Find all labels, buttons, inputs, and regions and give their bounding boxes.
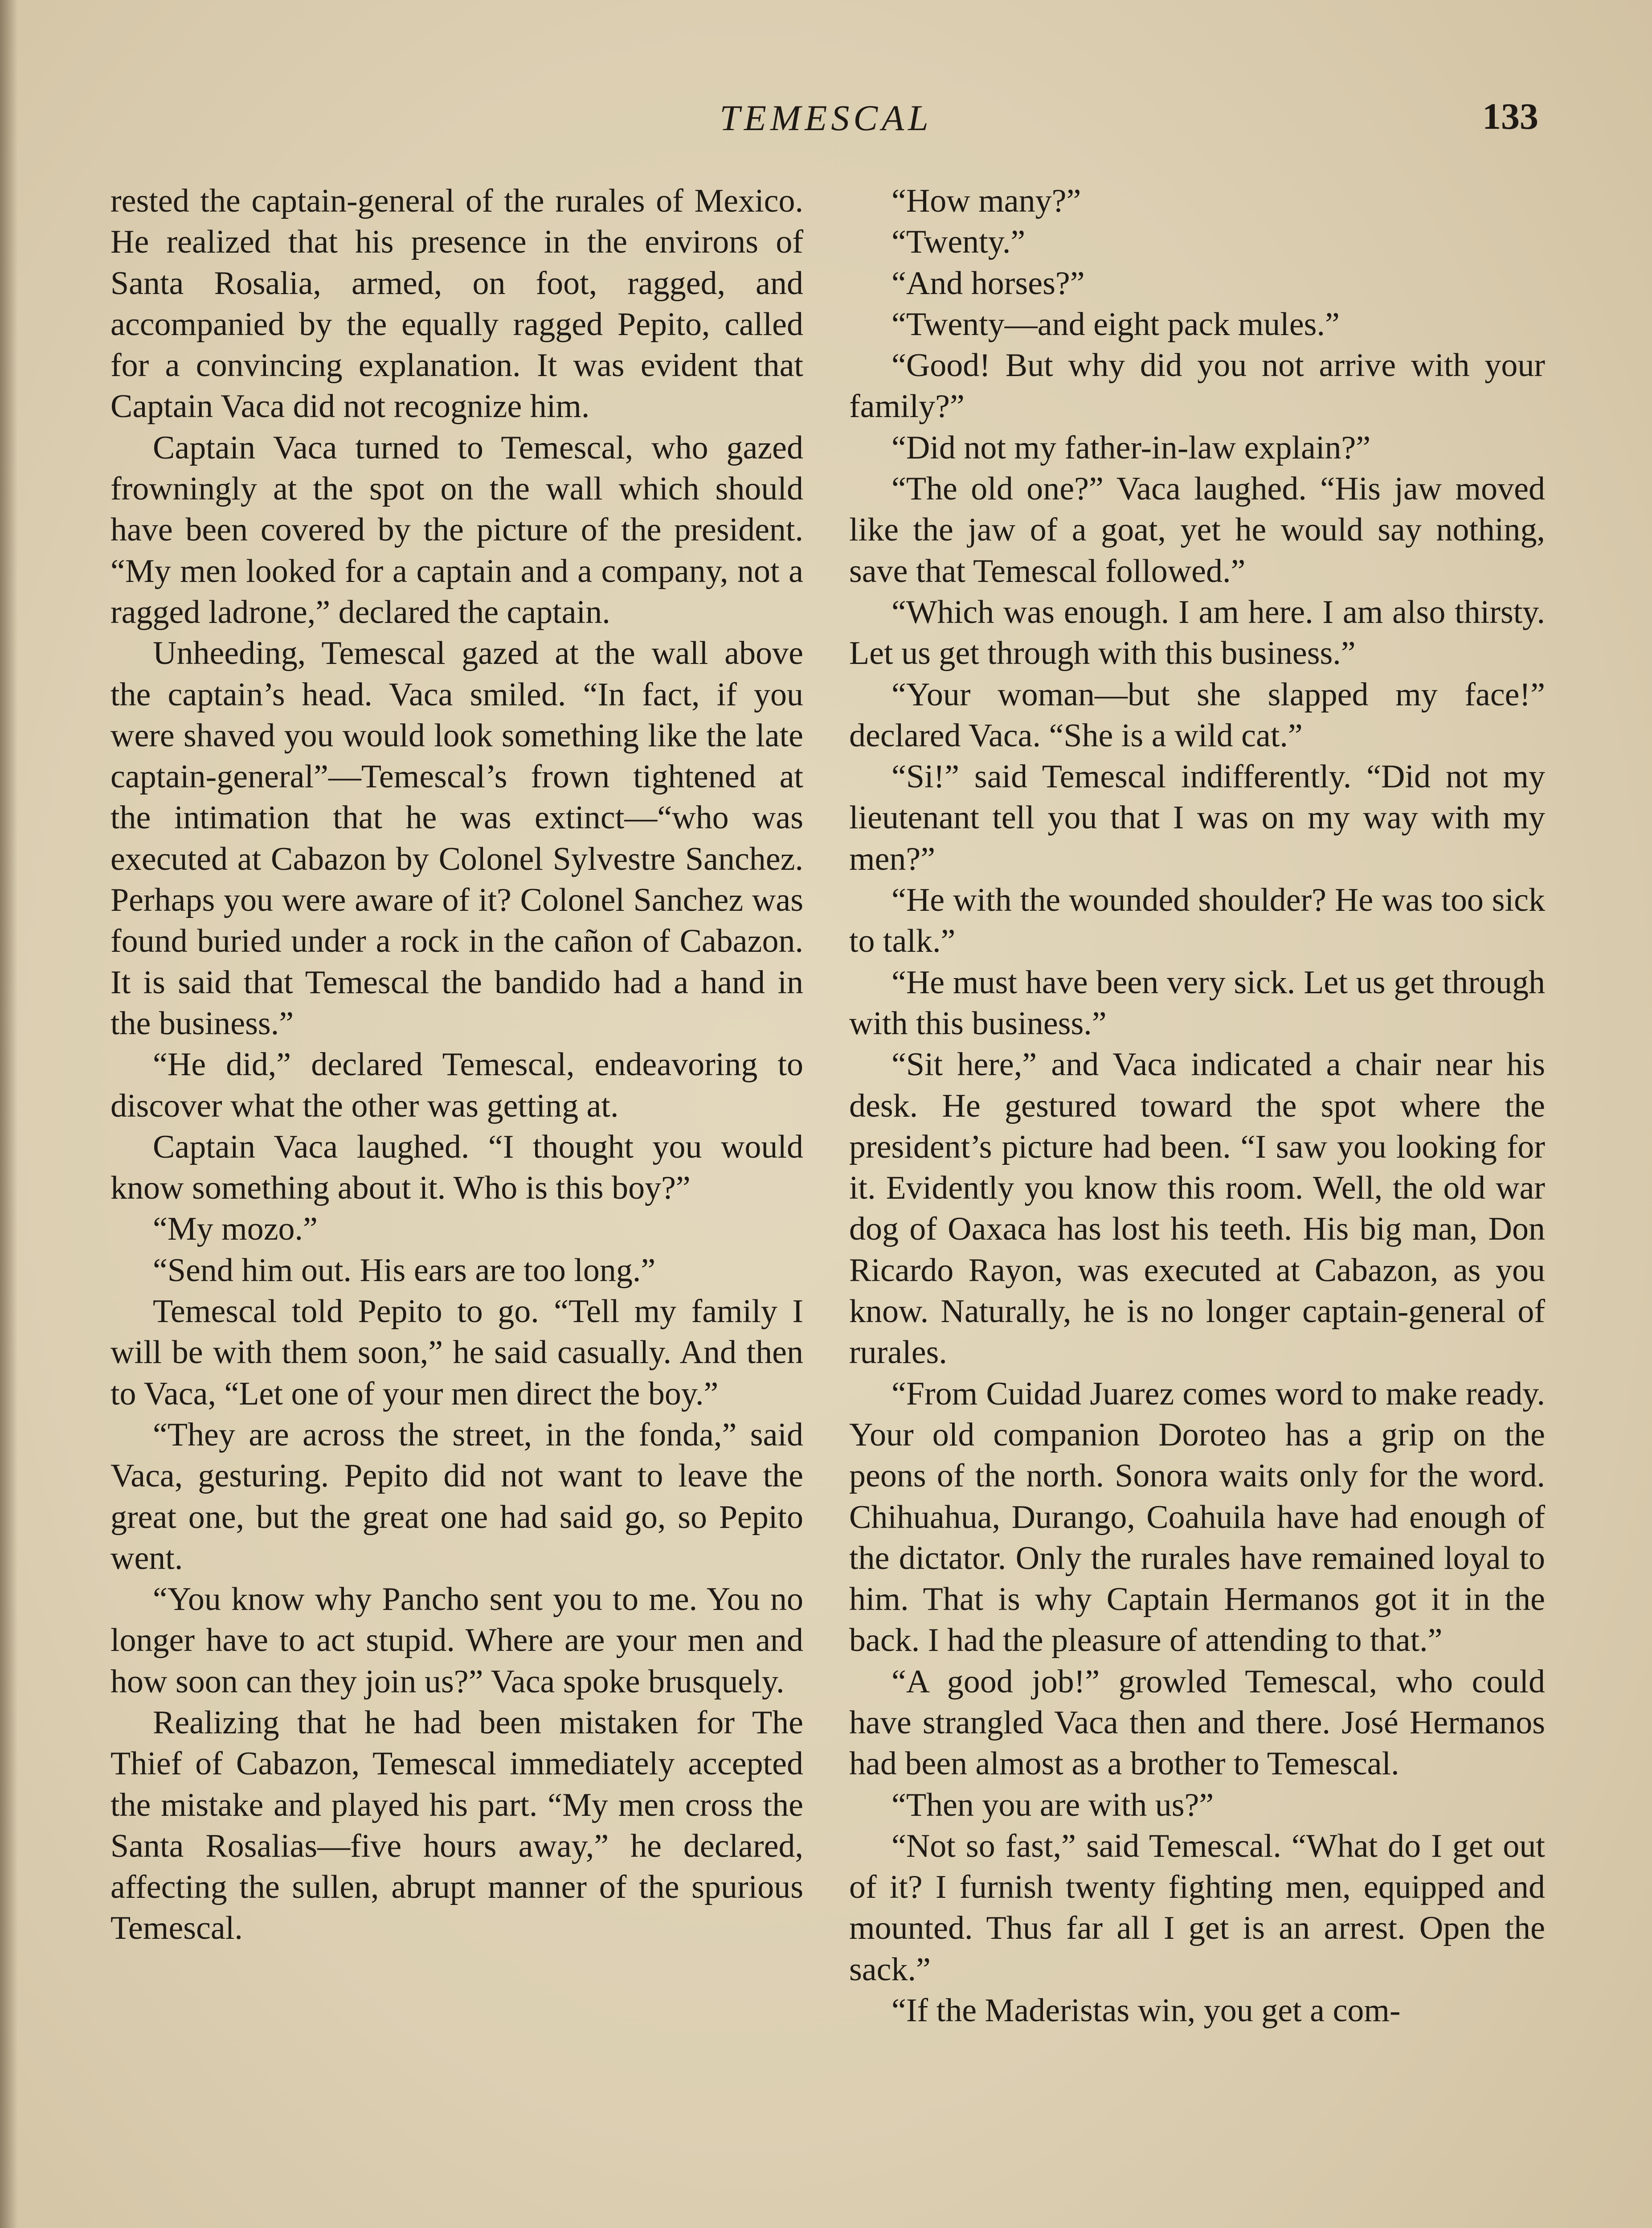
paragraph: “Did not my father-in-law explain?” [891, 429, 1371, 466]
paragraph: “Send him out. His ears are too long.” [153, 1252, 656, 1289]
paragraph: “Twenty—and eight pack mules.” [891, 306, 1340, 343]
paragraph: “From Cuidad Juarez comes word to make ready. Your old companion Doroteo has a grip on the peons of the north. Sonora waits only for the word. Chihuahua, Durango, Coahuila have had enough of the dictator. Only the rurales have remained loyal to him. That is why Captain Hermanos got it in the back. I had the pleasure of attending to that.” [849, 1375, 1545, 1659]
paragraph: “My mozo.” [153, 1211, 318, 1248]
page-edge-shadow [0, 0, 18, 2228]
paragraph: Captain Vaca laughed. “I thought you would know something about it. Who is this boy?” [110, 1128, 803, 1207]
paragraph: “He did,” declared Temescal, endeavoring to discover what the other was getting at. [110, 1046, 803, 1124]
paragraph: Unheeding, Temescal gazed at the wall above the captain’s head. Vaca smiled. “In fact, if you were shaved you would look something like the late captain-general”—Temescal’s frown tightened at the intimation that he was extinct—“who was executed at Cabazon by Colonel Sylvestre Sanchez. Perhaps you were aware of it? Colonel Sanchez was found buried under a rock in the cañon of Cabazon. It is said that Temescal the bandido had a hand in the business.” [110, 635, 803, 1042]
paragraph: “Sit here,” and Vaca indicated a chair near his desk. He gestured toward the spot where the president’s picture had been. “I saw you looking for it. Evidently you know this room. Well, the old war dog of Oaxaca has lost his teeth. His big man, Don Ricardo Rayon, was executed at Cabazon, as you know. Naturally, he is no longer captain-general of rurales. [849, 1046, 1545, 1371]
right-text-column [849, 180, 1545, 2031]
paragraph: “He with the wounded shoulder? He was too sick to talk.” [849, 882, 1545, 960]
paragraph: “How many?” [891, 183, 1081, 219]
paragraph: Captain Vaca turned to Temescal, who gazed frowningly at the spot on the wall which should have been covered by the picture of the president. “My men looked for a captain and a company, not a ragged ladrone,” declared the captain. [110, 429, 803, 631]
paragraph: “Not so fast,” said Temescal. “What do I get out of it? I furnish twenty fighting men, equipped and mounted. Thus far all I get is an arrest. Open the sack.” [849, 1827, 1545, 1988]
paragraph: “They are across the street, in the fonda,” said Vaca, gesturing. Pepito did not want to leave the great one, but the great one had said go, so Pepito went. [110, 1416, 803, 1577]
paragraph: Realizing that he had been mistaken for The Thief of Cabazon, Temescal immediately accepted the mistake and played his part. “My men cross the Santa Rosalias—five hours away,” he declared, affecting the sullen, abrupt manner of the spurious Temescal. [110, 1704, 803, 1947]
paragraph: “And horses?” [891, 265, 1085, 302]
paragraph: “The old one?” Vaca laughed. “His jaw moved like the jaw of a goat, yet he would say nothing, save that Temescal followed.” [849, 471, 1545, 590]
paragraph: “Then you are with us?” [891, 1786, 1214, 1823]
paragraph: “You know why Pancho sent you to me. You no longer have to act stupid. Where are your men and how soon can they join us?” Vaca spoke brusquely. [110, 1581, 803, 1700]
page-number: 133 [1482, 96, 1538, 137]
paragraph: “Si!” said Temescal indifferently. “Did not my lieutenant tell you that I was on my way with my men?” [849, 758, 1545, 877]
left-text-column [110, 180, 803, 1949]
paragraph: Temescal told Pepito to go. “Tell my family I will be with them soon,” he said casually. And then to Vaca, “Let one of your men direct the boy.” [110, 1293, 803, 1412]
paragraph: rested the captain-general of the rurales of Mexico. He realized that his presence in the environs of Santa Rosalia, armed, on foot, ragged, and accompanied by the equally ragged Pepito, called for a convincing explanation. It was evident that Captain Vaca did not recognize him. [110, 183, 803, 425]
paragraph: “Good! But why did you not arrive with your family?” [849, 347, 1545, 425]
paragraph: “Which was enough. I am here. I am also thirsty. Let us get through with this business.” [849, 594, 1545, 672]
paragraph: “If the Maderistas win, you get a com- [891, 1992, 1401, 2029]
paragraph: “Your woman—but she slapped my face!” declared Vaca. “She is a wild cat.” [849, 676, 1545, 754]
paragraph: “Twenty.” [891, 224, 1026, 261]
running-title: TEMESCAL [720, 98, 932, 138]
paragraph: “He must have been very sick. Let us get through with this business.” [849, 964, 1545, 1042]
paragraph: “A good job!” growled Temescal, who could have strangled Vaca then and there. José Hermanos had been almost as a brother to Temescal. [849, 1663, 1545, 1782]
